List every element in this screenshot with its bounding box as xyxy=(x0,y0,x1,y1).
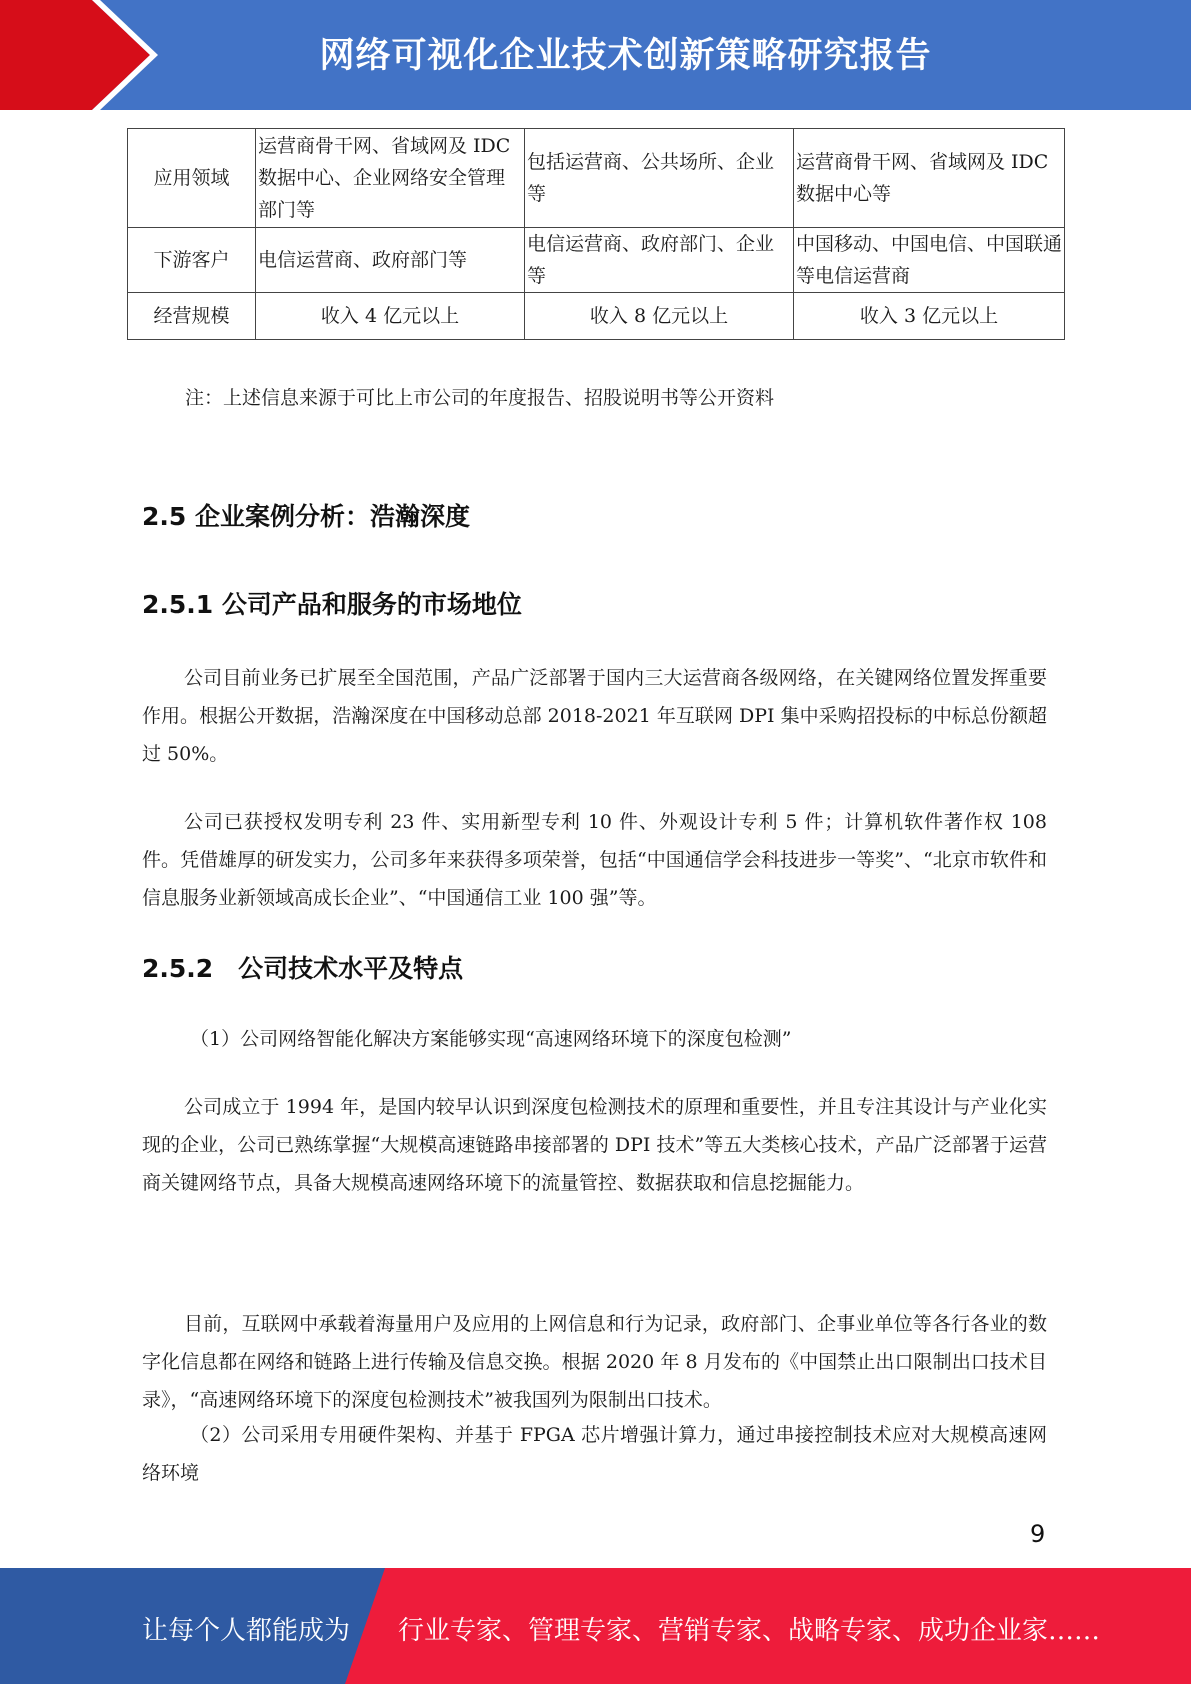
footer-slogan-left: 让每个人都能成为 xyxy=(142,1616,351,1646)
table-cell: 电信运营商、政府部门、企业等 xyxy=(525,228,794,293)
table-row xyxy=(128,129,1065,228)
table-cell: 运营商骨干网、省域网及 IDC 数据中心、企业网络安全管理部门等 xyxy=(256,129,525,228)
paragraph-patents-honors: 公司已获授权发明专利 23 件、实用新型专利 10 件、外观设计专利 5 件；计算机软件著作权 108 件。凭借雄厚的研发实力，公司多年来获得多项荣誉，包括“中国通信学会科技进步一等奖”、“北京市软件和信息服务业新领域高成长企业”、“中国通信工业 100 强”等。 xyxy=(142,811,1047,909)
footer-slogan-right: 行业专家、管理专家、营销专家、战略专家、成功企业家…… xyxy=(398,1616,1101,1646)
page-number: 9 xyxy=(1030,1520,1046,1548)
table-cell: 运营商骨干网、省域网及 IDC 数据中心等 xyxy=(794,129,1065,228)
list-item-2: （2）公司采用专用硬件架构、并基于 FPGA 芯片增强计算力，通过串接控制技术应对大规模高速网络环境 xyxy=(142,1424,1047,1484)
comparison-table xyxy=(127,128,1065,340)
report-title: 网络可视化企业技术创新策略研究报告 xyxy=(319,36,932,76)
table-row xyxy=(128,293,1065,340)
table-source-note: 注：上述信息来源于可比上市公司的年度报告、招股说明书等公开资料 xyxy=(185,387,775,409)
section-heading-2-5-2: 2.5.2 公司技术水平及特点 xyxy=(142,954,464,983)
row-label: 应用领域 xyxy=(128,129,256,228)
list-item-1: （1）公司网络智能化解决方案能够实现“高速网络环境下的深度包检测” xyxy=(190,1028,792,1050)
table-cell: 电信运营商、政府部门等 xyxy=(256,228,525,293)
table-cell: 中国移动、中国电信、中国联通等电信运营商 xyxy=(794,228,1065,293)
table-cell: 收入 8 亿元以上 xyxy=(525,293,794,340)
paragraph-export-restriction: 目前，互联网中承载着海量用户及应用的上网信息和行为记录，政府部门、企事业单位等各行各业的数字化信息都在网络和链路上进行传输及信息交换。根据 2020 年 8 月发布的《中国禁止出口限制出口技术目录》，“高速网络环境下的深度包检测技术”被我国列为限制出口技术。 xyxy=(142,1313,1047,1411)
section-heading-2-5-1: 2.5.1 公司产品和服务的市场地位 xyxy=(142,590,522,619)
row-label: 下游客户 xyxy=(128,228,256,293)
table-cell: 收入 4 亿元以上 xyxy=(256,293,525,340)
table-cell: 包括运营商、公共场所、企业等 xyxy=(525,129,794,228)
table-cell: 收入 3 亿元以上 xyxy=(794,293,1065,340)
section-heading-2-5: 2.5 企业案例分析：浩瀚深度 xyxy=(142,502,470,531)
row-label: 经营规模 xyxy=(128,293,256,340)
table-row xyxy=(128,228,1065,293)
paragraph-market-position: 公司目前业务已扩展至全国范围，产品广泛部署于国内三大运营商各级网络，在关键网络位置发挥重要作用。根据公开数据，浩瀚深度在中国移动总部 2018-2021 年互联网 DPI 集中采购招投标的中标总份额超过 50%。 xyxy=(142,667,1047,765)
paragraph-company-founding: 公司成立于 1994 年，是国内较早认识到深度包检测技术的原理和重要性，并且专注其设计与产业化实现的企业，公司已熟练掌握“大规模高速链路串接部署的 DPI 技术”等五大类核心技术，产品广泛部署于运营商关键网络节点，具备大规模高速网络环境下的流量管控、数据获取和信息挖掘能力。 xyxy=(142,1096,1047,1194)
